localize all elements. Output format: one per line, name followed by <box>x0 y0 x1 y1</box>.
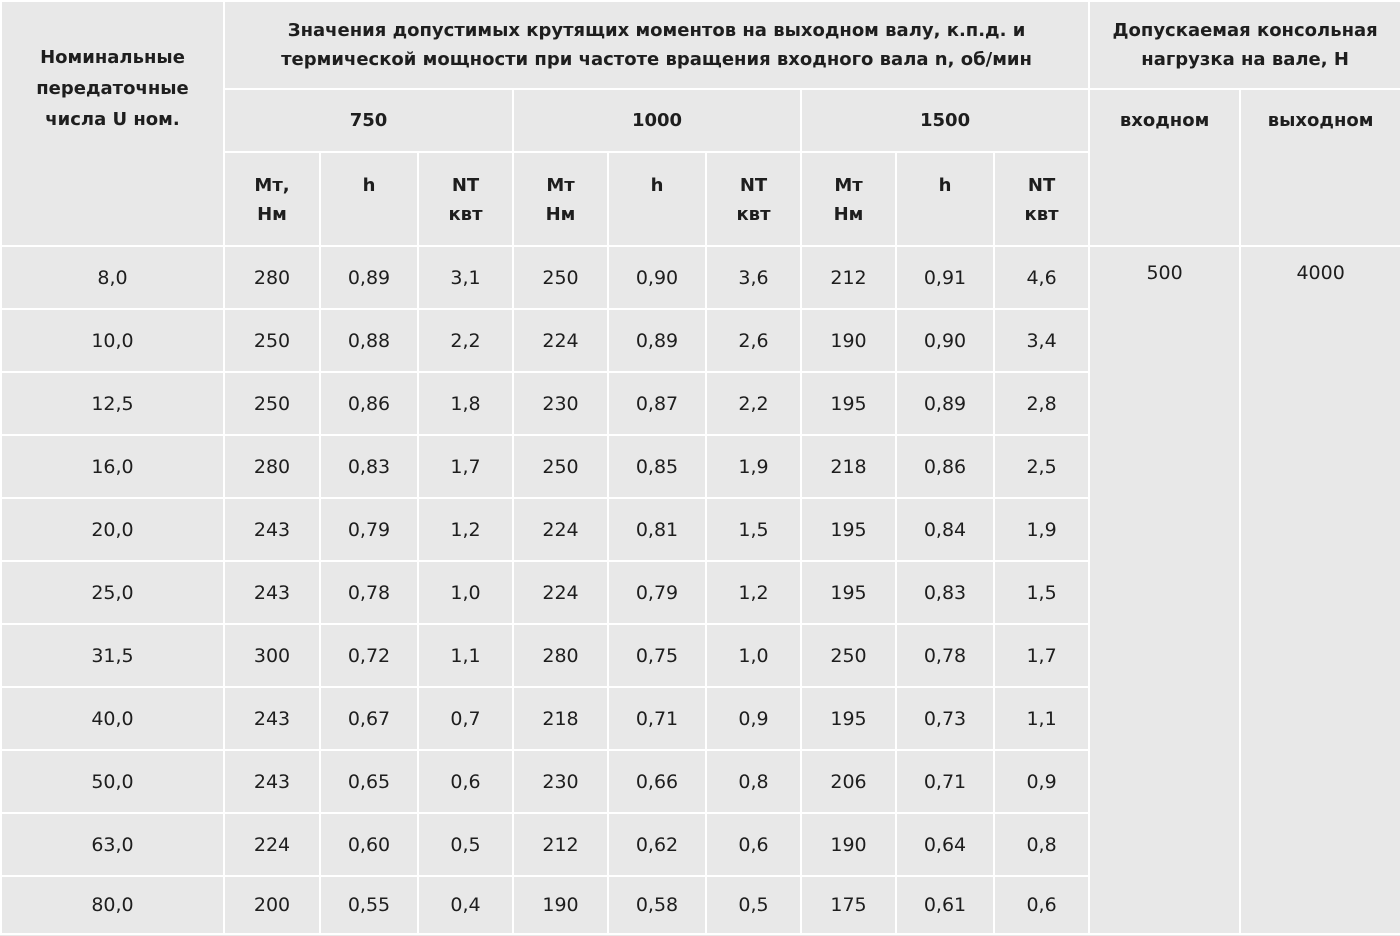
mt-1500-cell: 190 <box>801 813 896 876</box>
nt-1000-cell: 1,2 <box>706 561 801 624</box>
nt-1000-cell: 2,6 <box>706 309 801 372</box>
nt-750-cell: 1,2 <box>418 498 513 561</box>
h-1500-cell: 0,71 <box>896 750 994 813</box>
h-750-cell: 0,88 <box>320 309 418 372</box>
mt-1000-cell: 280 <box>513 624 608 687</box>
nt-750-cell: 1,0 <box>418 561 513 624</box>
mt-1000-cell: 224 <box>513 561 608 624</box>
h-1500-cell: 0,73 <box>896 687 994 750</box>
h-1500-cell: 0,89 <box>896 372 994 435</box>
mt-1000-cell: 230 <box>513 372 608 435</box>
mt-1000-cell: 230 <box>513 750 608 813</box>
h-750-cell: 0,55 <box>320 876 418 934</box>
h-1500-cell: 0,84 <box>896 498 994 561</box>
header-nt: NT квт <box>706 152 801 246</box>
nt-1500-cell: 0,6 <box>994 876 1089 934</box>
nt-750-cell: 3,1 <box>418 246 513 309</box>
mt-750-cell: 200 <box>224 876 320 934</box>
mt-1000-cell: 212 <box>513 813 608 876</box>
mt-1500-cell: 195 <box>801 372 896 435</box>
h-1000-cell: 0,90 <box>608 246 706 309</box>
h-750-cell: 0,72 <box>320 624 418 687</box>
mt-1500-cell: 212 <box>801 246 896 309</box>
ratio-cell: 20,0 <box>1 498 224 561</box>
h-750-cell: 0,86 <box>320 372 418 435</box>
ratio-cell: 63,0 <box>1 813 224 876</box>
header-h: h <box>608 152 706 246</box>
ratio-cell: 50,0 <box>1 750 224 813</box>
ratio-cell: 80,0 <box>1 876 224 934</box>
nt-750-cell: 1,8 <box>418 372 513 435</box>
mt-1500-cell: 195 <box>801 687 896 750</box>
h-1000-cell: 0,89 <box>608 309 706 372</box>
mt-1500-cell: 250 <box>801 624 896 687</box>
header-speed-1500: 1500 <box>801 89 1089 152</box>
nt-1500-cell: 0,9 <box>994 750 1089 813</box>
load-input-cell: 500 <box>1089 246 1240 934</box>
ratio-cell: 10,0 <box>1 309 224 372</box>
mt-750-cell: 300 <box>224 624 320 687</box>
nt-750-cell: 1,7 <box>418 435 513 498</box>
ratio-cell: 40,0 <box>1 687 224 750</box>
header-speed-750: 750 <box>224 89 513 152</box>
mt-1000-cell: 190 <box>513 876 608 934</box>
nt-1500-cell: 2,5 <box>994 435 1089 498</box>
nt-1500-cell: 1,5 <box>994 561 1089 624</box>
mt-750-cell: 280 <box>224 435 320 498</box>
h-1500-cell: 0,86 <box>896 435 994 498</box>
mt-1500-cell: 195 <box>801 561 896 624</box>
mt-1500-cell: 218 <box>801 435 896 498</box>
h-1500-cell: 0,78 <box>896 624 994 687</box>
h-1000-cell: 0,75 <box>608 624 706 687</box>
h-1500-cell: 0,91 <box>896 246 994 309</box>
mt-1000-cell: 250 <box>513 435 608 498</box>
nt-1500-cell: 0,8 <box>994 813 1089 876</box>
nt-1500-cell: 1,9 <box>994 498 1089 561</box>
nt-1000-cell: 3,6 <box>706 246 801 309</box>
mt-750-cell: 243 <box>224 687 320 750</box>
header-mt: Мт Нм <box>513 152 608 246</box>
header-speed-1000: 1000 <box>513 89 801 152</box>
h-750-cell: 0,60 <box>320 813 418 876</box>
mt-750-cell: 243 <box>224 498 320 561</box>
h-750-cell: 0,83 <box>320 435 418 498</box>
mt-1000-cell: 250 <box>513 246 608 309</box>
mt-1500-cell: 195 <box>801 498 896 561</box>
ratio-cell: 16,0 <box>1 435 224 498</box>
header-load-group: Допускаемая консольная нагрузка на вале, Н <box>1089 1 1400 89</box>
h-750-cell: 0,65 <box>320 750 418 813</box>
h-1500-cell: 0,90 <box>896 309 994 372</box>
h-750-cell: 0,78 <box>320 561 418 624</box>
nt-1500-cell: 1,7 <box>994 624 1089 687</box>
header-h: h <box>320 152 418 246</box>
header-ratio: Номинальные передаточные числа U ном. <box>1 1 224 246</box>
header-mt: Мт Нм <box>801 152 896 246</box>
header-torque-group: Значения допустимых крутящих моментов на выходном валу, к.п.д. и термической мощности при частоте вращения входного вала n, об/мин <box>224 1 1089 89</box>
ratio-cell: 31,5 <box>1 624 224 687</box>
h-1000-cell: 0,87 <box>608 372 706 435</box>
nt-1000-cell: 0,5 <box>706 876 801 934</box>
nt-1000-cell: 2,2 <box>706 372 801 435</box>
h-1000-cell: 0,85 <box>608 435 706 498</box>
nt-1500-cell: 1,1 <box>994 687 1089 750</box>
h-1500-cell: 0,61 <box>896 876 994 934</box>
h-750-cell: 0,79 <box>320 498 418 561</box>
h-1000-cell: 0,71 <box>608 687 706 750</box>
nt-750-cell: 0,7 <box>418 687 513 750</box>
mt-1500-cell: 206 <box>801 750 896 813</box>
h-1500-cell: 0,64 <box>896 813 994 876</box>
mt-1000-cell: 224 <box>513 498 608 561</box>
mt-1000-cell: 218 <box>513 687 608 750</box>
header-mt: Мт, Нм <box>224 152 320 246</box>
h-750-cell: 0,89 <box>320 246 418 309</box>
mt-750-cell: 280 <box>224 246 320 309</box>
mt-750-cell: 243 <box>224 750 320 813</box>
header-h: h <box>896 152 994 246</box>
nt-1500-cell: 4,6 <box>994 246 1089 309</box>
table-body <box>1 246 1400 934</box>
nt-1500-cell: 3,4 <box>994 309 1089 372</box>
nt-750-cell: 1,1 <box>418 624 513 687</box>
ratio-cell: 25,0 <box>1 561 224 624</box>
header-output-shaft: выходном <box>1240 89 1400 246</box>
header-nt: NT квт <box>994 152 1089 246</box>
h-750-cell: 0,67 <box>320 687 418 750</box>
nt-1000-cell: 1,9 <box>706 435 801 498</box>
nt-750-cell: 0,5 <box>418 813 513 876</box>
nt-750-cell: 2,2 <box>418 309 513 372</box>
mt-1000-cell: 224 <box>513 309 608 372</box>
mt-750-cell: 250 <box>224 372 320 435</box>
ratio-cell: 12,5 <box>1 372 224 435</box>
nt-1000-cell: 1,5 <box>706 498 801 561</box>
nt-1000-cell: 1,0 <box>706 624 801 687</box>
mt-750-cell: 243 <box>224 561 320 624</box>
nt-1000-cell: 0,8 <box>706 750 801 813</box>
mt-750-cell: 224 <box>224 813 320 876</box>
load-output-cell: 4000 <box>1240 246 1400 934</box>
mt-750-cell: 250 <box>224 309 320 372</box>
mt-1500-cell: 175 <box>801 876 896 934</box>
nt-1500-cell: 2,8 <box>994 372 1089 435</box>
h-1000-cell: 0,79 <box>608 561 706 624</box>
nt-1000-cell: 0,6 <box>706 813 801 876</box>
h-1500-cell: 0,83 <box>896 561 994 624</box>
h-1000-cell: 0,81 <box>608 498 706 561</box>
nt-750-cell: 0,4 <box>418 876 513 934</box>
h-1000-cell: 0,62 <box>608 813 706 876</box>
h-1000-cell: 0,58 <box>608 876 706 934</box>
mt-1500-cell: 190 <box>801 309 896 372</box>
header-nt: NT квт <box>418 152 513 246</box>
nt-750-cell: 0,6 <box>418 750 513 813</box>
h-1000-cell: 0,66 <box>608 750 706 813</box>
ratio-cell: 8,0 <box>1 246 224 309</box>
nt-1000-cell: 0,9 <box>706 687 801 750</box>
header-input-shaft: входном <box>1089 89 1240 246</box>
table-row <box>1 246 1400 309</box>
